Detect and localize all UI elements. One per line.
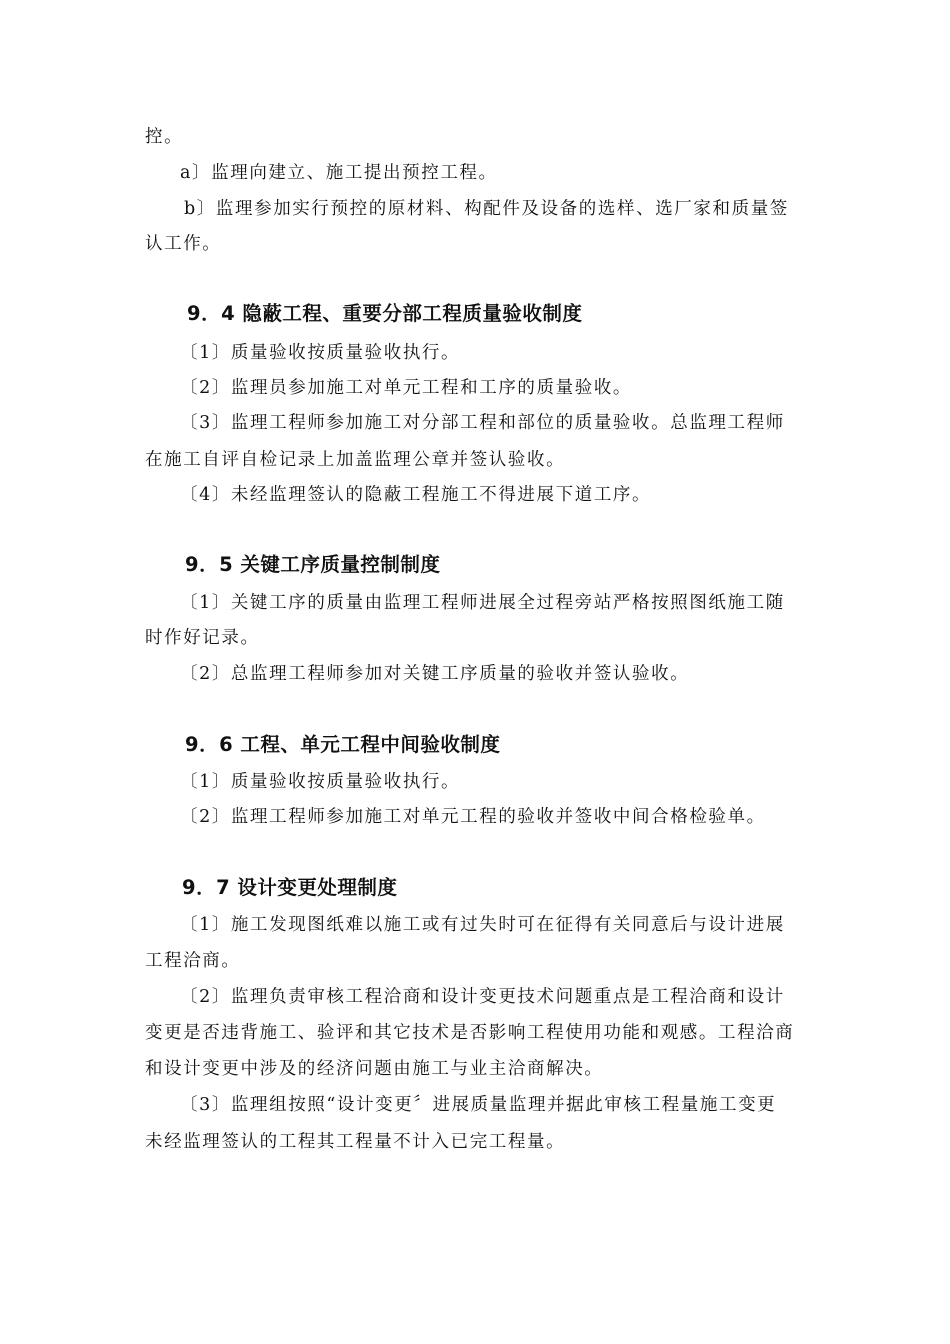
list-item-b-line2: 认工作。 [145, 234, 222, 254]
paragraph-continuation: 控。 [145, 127, 184, 147]
section-9-4-item-3-line2: 在施工自评自检记录上加盖监理公章并签认验收。 [145, 450, 566, 470]
section-9-6-item-1: 〔1〕质量验收按质量验收执行。 [180, 772, 461, 792]
section-9-7-item-1-line1: 〔1〕施工发现图纸难以施工或有过失时可在征得有关同意后与设计进展 [180, 915, 785, 935]
section-9-7-item-3-line1: 〔3〕监理组按照“设计变更〞进展质量监理并据此审核工程量施工变更 [180, 1095, 777, 1115]
list-item-b-line1: b〕监理参加实行预控的原材料、构配件及设备的选样、选厂家和质量签 [184, 199, 789, 219]
section-9-7-item-1-line2: 工程洽商。 [145, 951, 241, 971]
section-9-4-item-4: 〔4〕未经监理签认的隐蔽工程施工不得进展下道工序。 [180, 485, 652, 505]
section-9-4-item-2: 〔2〕监理员参加施工对单元工程和工序的质量验收。 [180, 378, 633, 398]
section-9-5-item-1-line1: 〔1〕关键工序的质量由监理工程师进展全过程旁站严格按照图纸施工随 [180, 593, 785, 613]
section-9-5-item-2: 〔2〕总监理工程师参加对关键工序质量的验收并签认验收。 [180, 664, 690, 684]
section-9-7-item-2-line1: 〔2〕监理负责审核工程洽商和设计变更技术问题重点是工程洽商和设计 [180, 987, 785, 1007]
section-heading-9-4: 9．4 隐蔽工程、重要分部工程质量验收制度 [187, 302, 583, 325]
section-9-4-item-1: 〔1〕质量验收按质量验收执行。 [180, 343, 461, 363]
section-heading-9-7: 9．7 设计变更处理制度 [182, 876, 398, 899]
list-item-a: a〕监理向建立、施工提出预控工程。 [180, 163, 498, 183]
section-9-6-item-2: 〔2〕监理工程师参加施工对单元工程的验收并签收中间合格检验单。 [180, 807, 766, 827]
section-9-7-item-2-line2: 变更是否违背施工、验评和其它技术是否影响工程使用功能和观感。工程洽商 [145, 1023, 795, 1043]
section-heading-9-6: 9．6 工程、单元工程中间验收制度 [185, 733, 501, 756]
section-9-4-item-3-line1: 〔3〕监理工程师参加施工对分部工程和部位的质量验收。总监理工程师 [180, 413, 785, 433]
section-9-5-item-1-line2: 时作好记录。 [145, 628, 260, 648]
section-9-7-item-3-line2: 未经监理签认的工程其工程量不计入已完工程量。 [145, 1132, 566, 1152]
section-9-7-item-2-line3: 和设计变更中涉及的经济问题由施工与业主洽商解决。 [145, 1059, 604, 1079]
section-heading-9-5: 9．5 关键工序质量控制制度 [185, 553, 441, 576]
